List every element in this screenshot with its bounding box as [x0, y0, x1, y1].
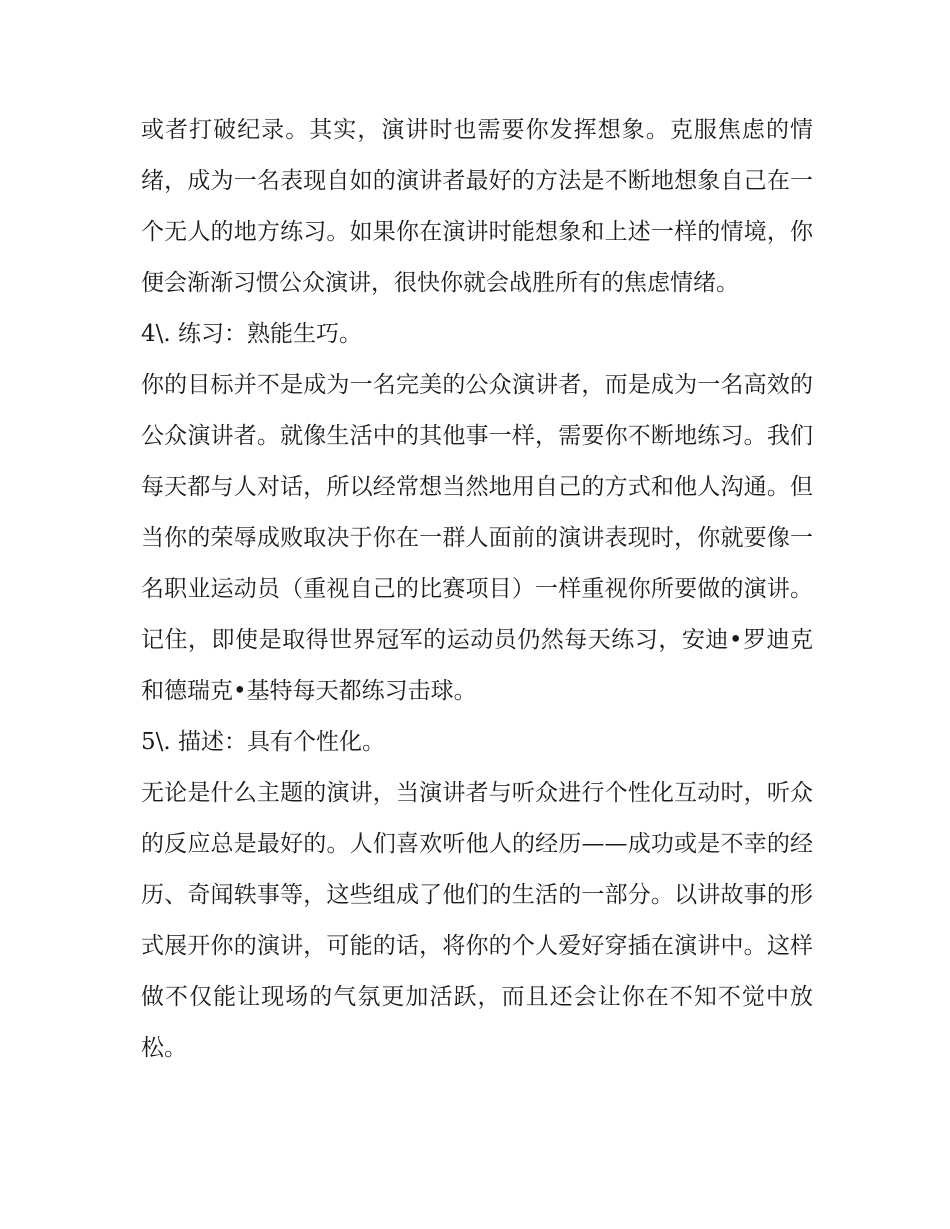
section-heading-personalize: 5\. 描述：具有个性化。 — [141, 729, 386, 755]
section-heading-practice: 4\. 练习：熟能生巧。 — [141, 321, 363, 347]
paragraph-personalize: 无论是什么主题的演讲，当演讲者与听众进行个性化互动时，听众的反应总是最好的。人们喜欢听他人的经历——成功或是不幸的经历、奇闻轶事等，这些组成了他们的生活的一部分。以讲故事的形式展开你的演讲，可能的话，将你的个人爱好穿插在演讲中。这样做不仅能让现场的气氛更加活跃，而且还会让你在不知不觉中放松。 — [141, 780, 813, 1061]
document-body — [141, 105, 813, 1074]
paragraph-imagination: 或者打破纪录。其实，演讲时也需要你发挥想象。克服焦虑的情绪，成为一名表现自如的演讲者最好的方法是不断地想象自己在一个无人的地方练习。如果你在演讲时能想象和上述一样的情境，你便会渐渐习惯公众演讲，很快你就会战胜所有的焦虑情绪。 — [141, 117, 813, 296]
paragraph-practice: 你的目标并不是成为一名完美的公众演讲者，而是成为一名高效的公众演讲者。就像生活中的其他事一样，需要你不断地练习。我们每天都与人对话，所以经常想当然地用自己的方式和他人沟通。但当你的荣辱成败取决于你在一群人面前的演讲表现时，你就要像一名职业运动员（重视自己的比赛项目）一样重视你所要做的演讲。记住，即使是取得世界冠军的运动员仍然每天练习，安迪•罗迪克和德瑞克•基特每天都练习击球。 — [141, 372, 813, 704]
